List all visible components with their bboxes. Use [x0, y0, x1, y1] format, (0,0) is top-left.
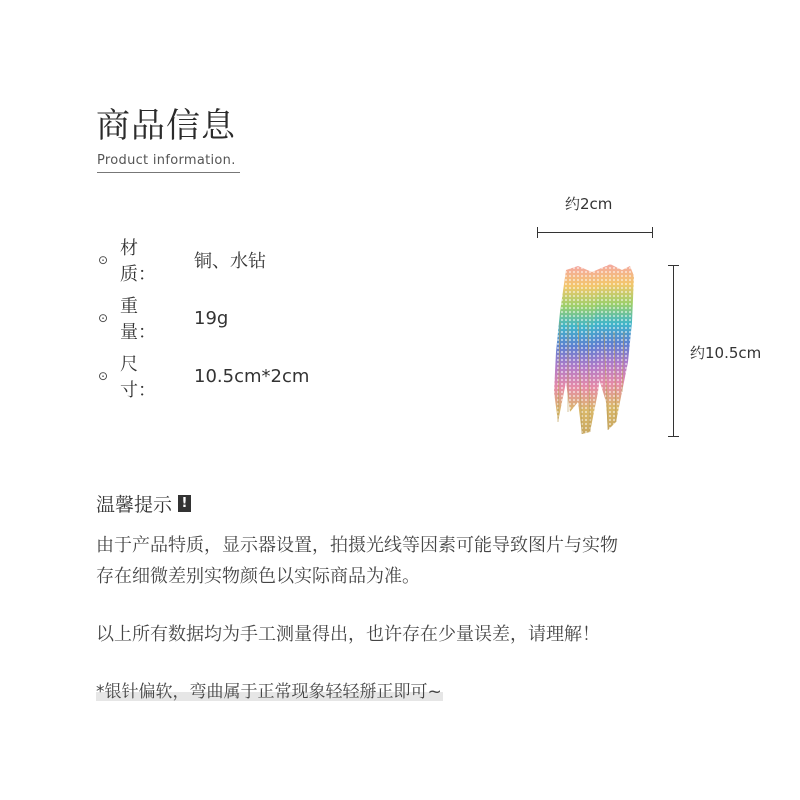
spec-label-b: 质：	[120, 264, 156, 285]
width-dimension-line	[537, 232, 653, 233]
bullet-icon: ⊙	[98, 369, 109, 383]
spec-value: 铜、水钻	[194, 251, 266, 272]
spec-row-material	[98, 238, 266, 285]
height-dimension-label: 约10.5cm	[690, 344, 762, 362]
bullet-icon: ⊙	[98, 311, 109, 325]
spec-label-b: 量：	[120, 322, 156, 343]
height-dimension-tick-top	[668, 265, 679, 266]
height-dimension-tick-bottom	[668, 436, 679, 437]
tips-line-3: 以上所有数据均为手工测量得出，也许存在少量误差，请理解！	[96, 624, 600, 645]
page-subtitle: Product information.	[97, 153, 236, 168]
product-image	[548, 262, 668, 442]
spec-row-size	[98, 354, 310, 401]
spec-label-a: 重	[120, 296, 138, 317]
width-dimension-tick-left	[537, 227, 538, 238]
bullet-icon: ⊙	[98, 253, 109, 267]
spec-label-a: 尺	[120, 354, 138, 375]
spec-label-a: 材	[120, 238, 138, 259]
spec-label-b: 寸：	[120, 380, 156, 401]
subtitle-underline	[97, 172, 240, 173]
height-dimension-line	[673, 265, 674, 437]
rainbow-tassel-earring-icon	[548, 262, 668, 442]
tips-line-2: 存在细微差别实物颜色以实际商品为准。	[96, 566, 420, 587]
width-dimension-tick-right	[652, 227, 653, 238]
spec-row-weight	[98, 296, 229, 343]
tips-line-1: 由于产品特质，显示器设置，拍摄光线等因素可能导致图片与实物	[96, 535, 618, 556]
spec-value: 19g	[194, 307, 229, 329]
spec-value: 10.5cm*2cm	[194, 365, 310, 387]
page-title: 商品信息	[96, 106, 236, 146]
width-dimension-label: 约2cm	[565, 195, 613, 213]
warning-icon: !	[178, 495, 191, 512]
tips-note: *银针偏软，弯曲属于正常现象轻轻掰正即可~	[96, 682, 442, 702]
tips-title-text: 温馨提示	[96, 494, 173, 516]
tips-title	[96, 490, 191, 517]
